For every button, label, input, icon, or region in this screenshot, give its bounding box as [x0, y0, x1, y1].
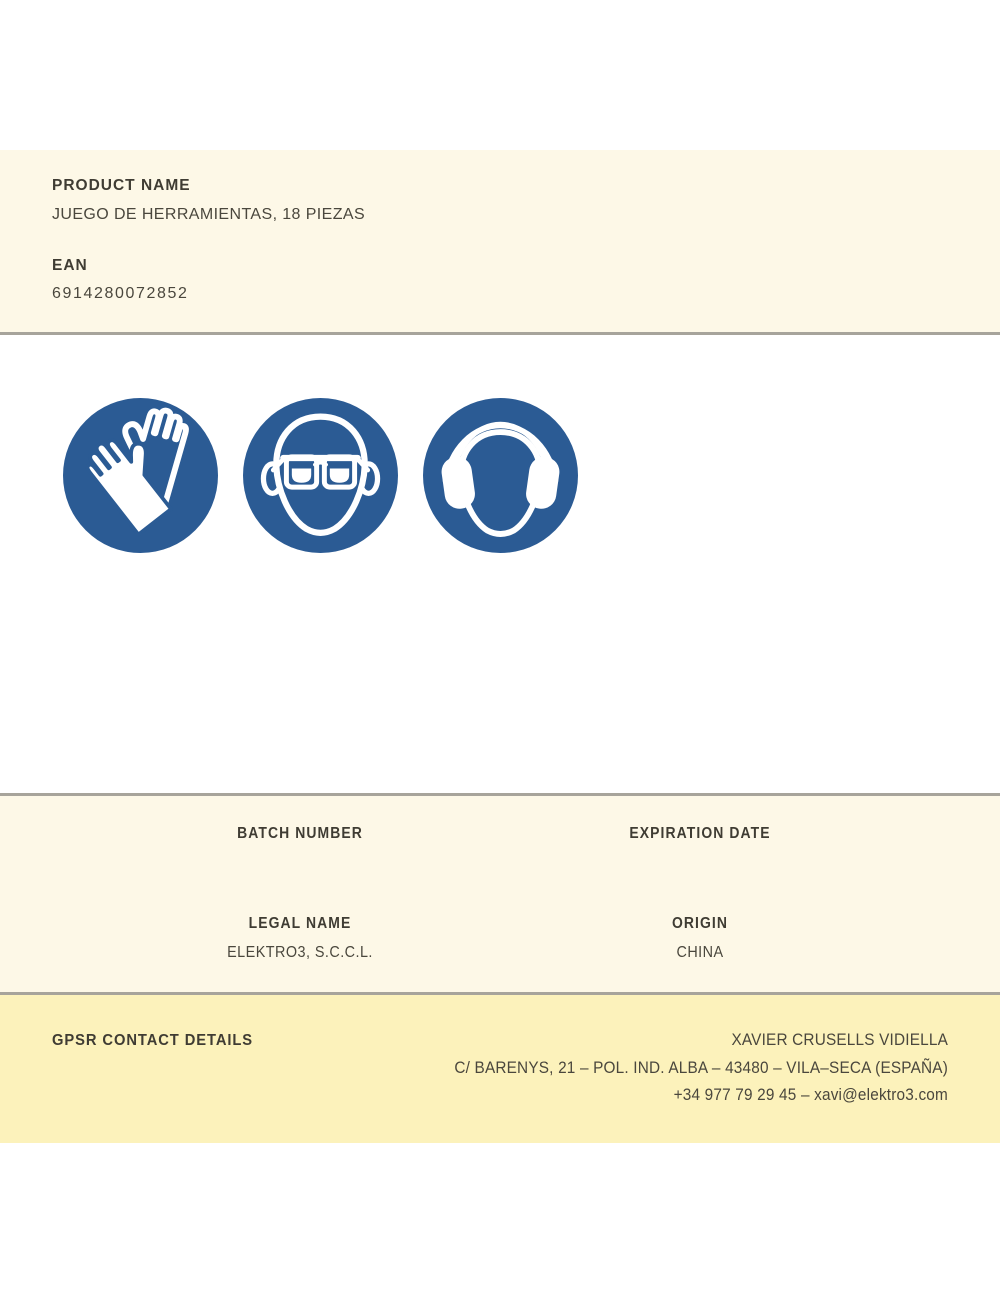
safety-icons-row — [63, 398, 578, 553]
product-name-label: PRODUCT NAME — [52, 177, 191, 194]
product-info-section — [0, 150, 1000, 335]
batch-number-label: BATCH NUMBER — [237, 825, 363, 842]
ean-value: 6914280072852 — [52, 285, 189, 302]
ear-protection-icon — [423, 398, 578, 553]
legal-name-value: ELEKTRO3, S.C.C.L. — [227, 943, 373, 961]
gpsr-contact-section — [0, 995, 1000, 1143]
contact-name: XAVIER CRUSELLS VIDIELLA — [731, 1031, 948, 1049]
contact-phone-email: +34 977 79 29 45 – xavi@elektro3.com — [673, 1086, 948, 1104]
origin-field — [500, 916, 900, 961]
eye-protection-icon — [243, 398, 398, 553]
protective-gloves-icon — [63, 398, 218, 553]
gpsr-contact-label: GPSR CONTACT DETAILS — [52, 1032, 254, 1049]
expiration-date-label: EXPIRATION DATE — [629, 825, 771, 842]
batch-number-field — [100, 826, 500, 886]
gpsr-contact-block — [228, 1027, 948, 1110]
ean-label: EAN — [52, 256, 88, 274]
product-name-value: JUEGO DE HERRAMIENTAS, 18 PIEZAS — [52, 205, 366, 223]
origin-label: ORIGIN — [671, 915, 729, 932]
expiration-date-field — [500, 826, 900, 886]
legal-name-label: LEGAL NAME — [248, 915, 352, 932]
batch-info-section — [0, 793, 1000, 995]
contact-address: C/ BARENYS, 21 – POL. IND. ALBA – 43480 – VILA–SECA (ESPAÑA) — [454, 1058, 948, 1077]
origin-value: CHINA — [676, 943, 724, 961]
legal-name-field — [100, 916, 500, 961]
